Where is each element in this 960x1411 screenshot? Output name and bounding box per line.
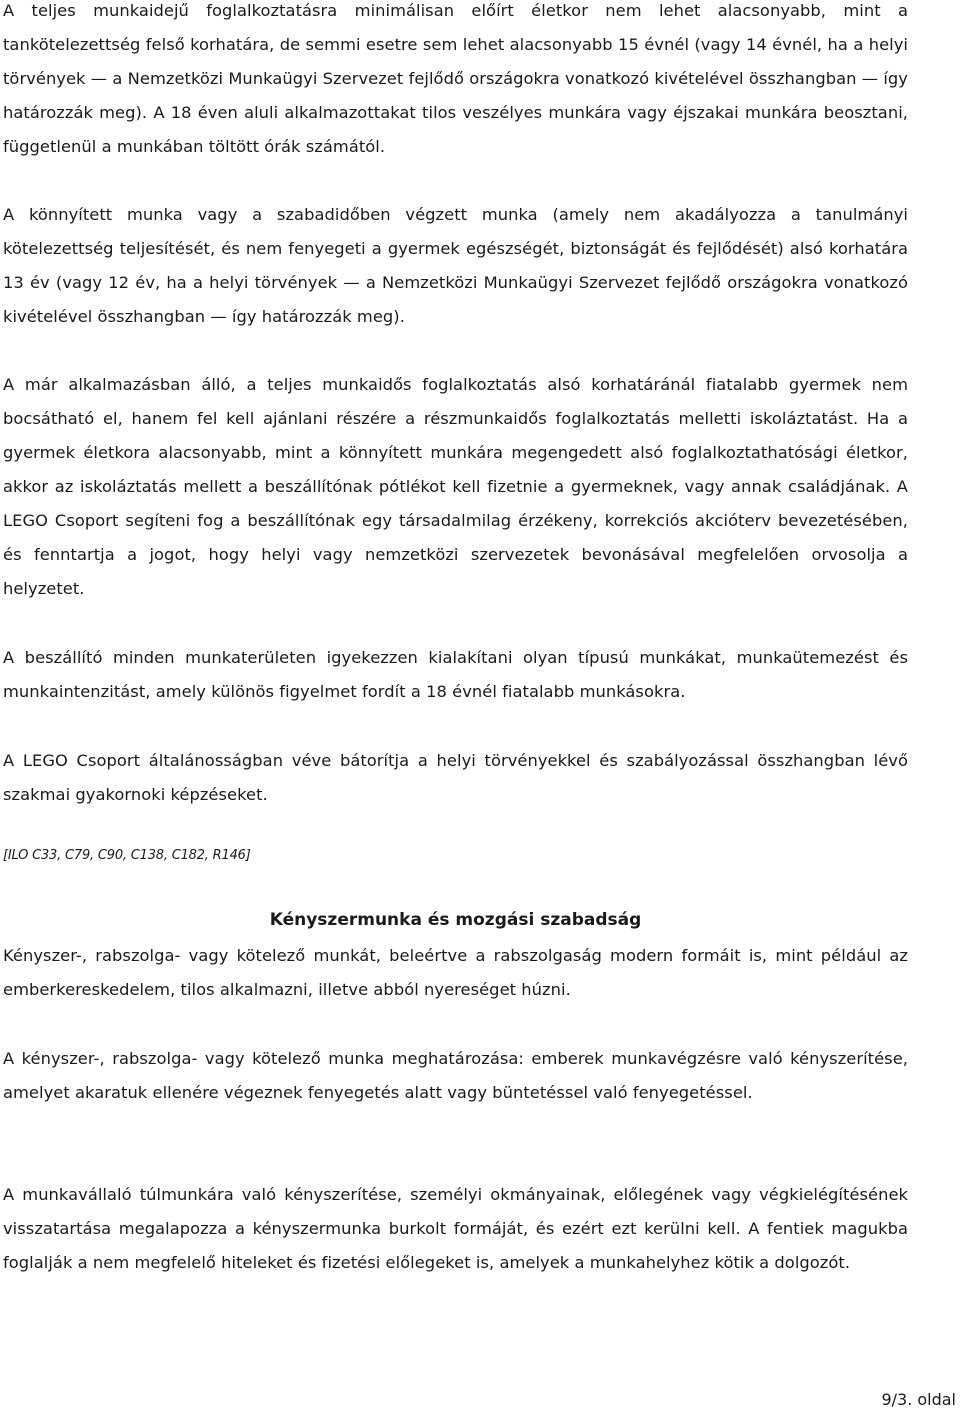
paragraph-forced-labor-ban: Kényszer-, rabszolga- vagy kötelező munkát, beleértve a rabszolgaság modern formáit is, mint például az emberkereskedelem, tilos alkalmazni, illetve abból nyereséget húzni. [3, 946, 908, 999]
paragraph-work-design: A beszállító minden munkaterületen igyekezzen kialakítani olyan típusú munkákat, munkaütemezést és munkaintenzitást, amely különös figyelmet fordít a 18 évnél fiatalabb munkásokra. [3, 648, 908, 701]
ilo-reference: [ILO C33, C79, C90, C138, C182, R146] [3, 848, 251, 863]
paragraph-hidden-forced-labor: A munkavállaló túlmunkára való kényszerítése, személyi okmányainak, előlegének vagy végkielégítésének visszatartása megalapozza a kényszermunka burkolt formáját, és ezért ezt kerülni kell. A fentiek magukba foglalják a nem megfelelő hiteleket és fizetési előlegeket is, amelyek a munkahelyhez kötik a dolgozót. [3, 1185, 908, 1272]
paragraph-forced-labor-definition: A kényszer-, rabszolga- vagy kötelező munka meghatározása: emberek munkavégzésre való kényszerítése, amelyet akaratuk ellenére végeznek fenyegetés alatt vagy büntetéssel való fenyegetéssel. [3, 1049, 908, 1102]
paragraph-apprenticeship: A LEGO Csoport általánosságban véve bátorítja a helyi törvényekkel és szabályozással összhangban lévő szakmai gyakornoki képzéseket. [3, 751, 908, 804]
section-heading: Kényszermunka és mozgási szabadság [269, 910, 642, 930]
paragraph-employed-child: A már alkalmazásban álló, a teljes munkaidős foglalkoztatás alsó korhatáránál fiatalabb gyermek nem bocsátható el, hanem fel kell ajánlani részére a részmunkaidős foglalkoztatás melletti iskoláztatást. Ha a gyermek életkora alacsonyabb, mint a könnyített munkára megengedett alsó foglalkoztathatósági életkor, akkor az iskoláztatás mellett a beszállítónak pótlékot kell fizetnie a gyermeknek, vagy annak családjának. A LEGO Csoport segíteni fog a beszállítónak egy társadalmilag érzékeny, korrekciós akcióterv bevezetésében, és fenntartja a jogot, hogy helyi vagy nemzetközi szervezetek bevonásával megfelelően orvosolja a helyzetet. [3, 375, 908, 598]
page-number: 9/3. oldal [881, 1390, 956, 1409]
paragraph-light-work: A könnyített munka vagy a szabadidőben végzett munka (amely nem akadályozza a tanulmányi kötelezettség teljesítését, és nem fenyegeti a gyermek egészségét, biztonságát és fejlődését) alsó korhatára 13 év (vagy 12 év, ha a helyi törvények — a Nemzetközi Munkaügyi Szervezet fejlődő országokra vonatkozó kivételével összhangban — így határozzák meg). [3, 205, 908, 326]
paragraph-minimum-age: A teljes munkaidejű foglalkoztatásra minimálisan előírt életkor nem lehet alacsonyabb, mint a tankötelezettség felső korhatára, de semmi esetre sem lehet alacsonyabb 15 évnél (vagy 14 évnél, ha a helyi törvények — a Nemzetközi Munkaügyi Szervezet fejlődő országokra vonatkozó kivételével összhangban — így határozzák meg). A 18 éven aluli alkalmazottakat tilos veszélyes munkára vagy éjszakai munkára beosztani, függetlenül a munkában töltött órák számától. [3, 1, 908, 156]
